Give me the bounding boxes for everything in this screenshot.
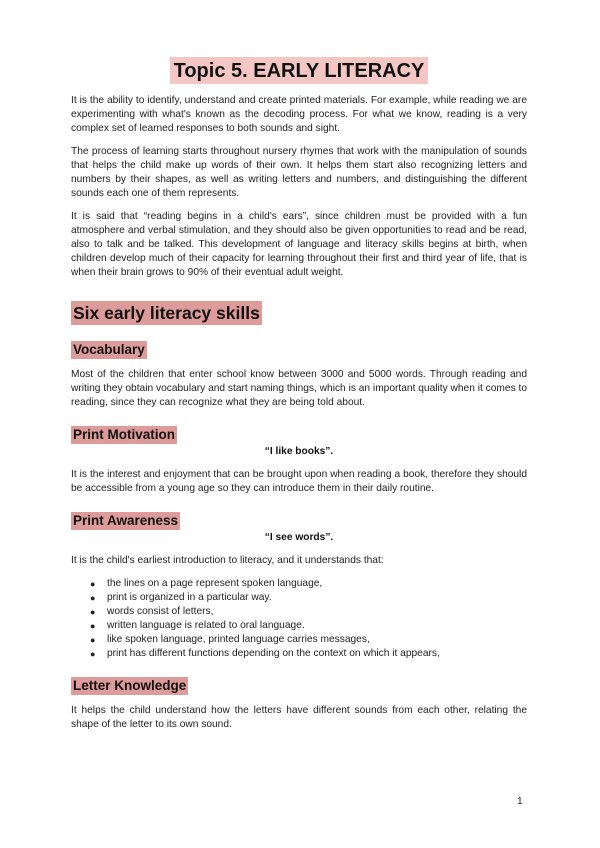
vocabulary-paragraph: Most of the children that enter school know between 3000 and 5000 words. Through reading and writing they obtain vocabulary and start naming things, which is an important quality when it comes to reading, since they can recognize what they are being told about. <box>71 369 527 408</box>
letter-knowledge-heading: Letter Knowledge <box>73 678 187 693</box>
title-block <box>71 57 527 84</box>
print-awareness-quote: “I see words”. <box>264 532 334 543</box>
list-item <box>71 647 527 661</box>
vocabulary-heading: Vocabulary <box>73 342 145 357</box>
bullet-icon: ● <box>90 593 96 603</box>
bullet-icon: ● <box>90 607 96 617</box>
letter-knowledge-paragraph: It helps the child understand how the letters have different sounds from each other, relating the shape of the letter to its own sound. <box>71 705 527 730</box>
skills-heading: Six early literacy skills <box>73 303 260 323</box>
page-number: 1 <box>517 796 523 807</box>
print-awareness-list <box>71 577 527 661</box>
list-item-text: like spoken language, printed language carries messages, <box>107 634 370 645</box>
list-item-text: the lines on a page represent spoken language, <box>107 578 323 589</box>
bullet-icon: ● <box>90 579 96 589</box>
print-motivation-heading: Print Motivation <box>73 427 175 442</box>
bullet-icon: ● <box>90 635 96 645</box>
print-motivation-quote: “I like books”. <box>264 446 334 457</box>
vocabulary-heading-block <box>71 341 527 359</box>
print-motivation-paragraph: It is the interest and enjoyment that can be brought upon when reading a book, therefore they should be accessible from a young age so they can introduce them in their daily routine. <box>71 469 527 494</box>
print-awareness-heading-block <box>71 512 527 530</box>
print-awareness-paragraph: It is the child's earliest introduction to literacy, and it understands that: <box>71 555 384 566</box>
document-page <box>71 0 527 732</box>
bullet-icon: ● <box>90 621 96 631</box>
page-title: Topic 5. EARLY LITERACY <box>170 57 429 84</box>
list-item-text: written language is related to oral language. <box>107 620 305 631</box>
list-item <box>71 577 527 591</box>
print-awareness-heading: Print Awareness <box>73 513 179 528</box>
intro-paragraph-1: It is the ability to identify, understand and create printed materials. For example, while reading we are experimenting with what's known as the decoding process. For what we know, reading is a very complex set of learned responses to both sounds and sight. <box>71 95 527 134</box>
print-motivation-heading-block <box>71 426 527 444</box>
list-item-text: print is organized in a particular way. <box>107 592 272 603</box>
list-item <box>71 591 527 605</box>
list-item <box>71 619 527 633</box>
intro-paragraph-3: It is said that “reading begins in a child's ears”, since children must be provided with a fun atmosphere and verbal stimulation, and they should also be given opportunities to read and be read, also to talk and be talked. This development of language and literacy skills begins at birth, when children develop much of their capacity for learning throughout their first and third year of life, that is when their brain grows to 90% of their eventual adult weight. <box>71 211 527 278</box>
letter-knowledge-heading-block <box>71 677 527 695</box>
bullet-icon: ● <box>90 649 96 659</box>
skills-heading-block <box>71 301 527 325</box>
intro-paragraph-2: The process of learning starts throughout nursery rhymes that work with the manipulation of sounds that helps the child make up words of their own. It helps them start also recognizing letters and numbers by their shapes, as well as writing letters and numbers, and distinguishing the different sounds each one of them represents. <box>71 146 527 199</box>
list-item <box>71 633 527 647</box>
list-item-text: print has different functions depending on the context on which it appears, <box>107 648 440 659</box>
list-item-text: words consist of letters, <box>107 606 214 617</box>
list-item <box>71 605 527 619</box>
